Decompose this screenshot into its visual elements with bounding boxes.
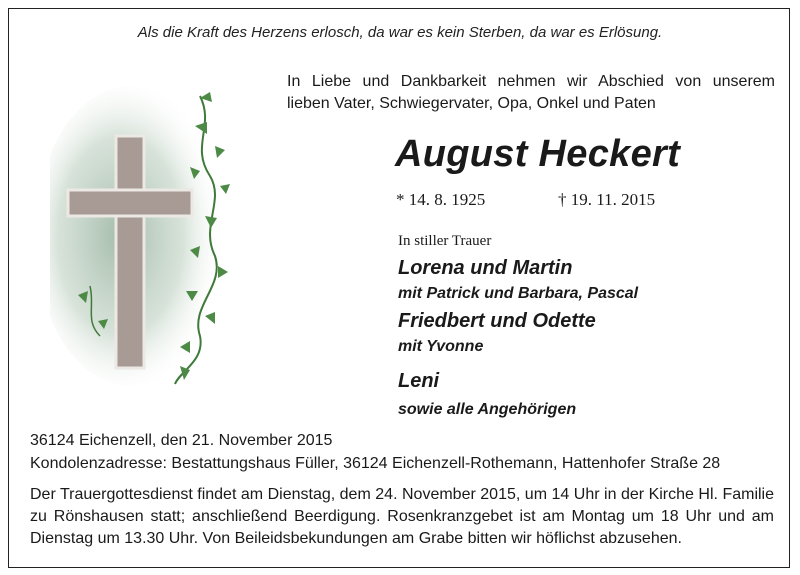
- mourning-intro: In stiller Trauer: [398, 233, 492, 249]
- deceased-name: August Heckert: [395, 133, 681, 175]
- family-2-members: mit Yvonne: [398, 338, 484, 355]
- cross-illustration: [50, 86, 240, 386]
- service-info: Der Trauergottesdienst findet am Dienstag, dem 24. November 2015, um 14 Uhr in der Kirche Hl. Familie zu Rönshausen statt; anschließend Beerdigung. Rosenkranzgebet ist am Montag um 18 Uhr und am Dienstag um 13.30 Uhr. Von Beileidsbekundungen am Grabe bitten wir höflichst abzusehen.: [30, 486, 774, 547]
- intro-line-2: lieben Vater, Schwiegervater, Opa, Onkel und Paten: [287, 95, 656, 112]
- motto-quote: Als die Kraft des Herzens erlosch, da war es kein Sterben, da war es Erlösung.: [137, 24, 663, 41]
- cross-icon: [50, 86, 240, 386]
- family-1-name: Lorena und Martin: [398, 257, 573, 279]
- other-relatives: sowie alle Angehörigen: [398, 401, 577, 418]
- family-1-members: mit Patrick und Barbara, Pascal: [398, 285, 639, 302]
- family-3-name: Leni: [398, 370, 440, 392]
- intro-text: [287, 71, 775, 115]
- death-date: † 19. 11. 2015: [558, 190, 656, 209]
- place-date: 36124 Eichenzell, den 21. November 2015: [30, 432, 333, 449]
- intro-line-1: In Liebe und Dankbarkeit nehmen wir Abschied von unserem: [287, 73, 775, 90]
- condolence-address: Kondolenzadresse: Bestattungshaus Füller, 36124 Eichenzell-Rothemann, Hattenhofer Straße 28: [30, 455, 721, 472]
- birth-date: * 14. 8. 1925: [396, 190, 486, 209]
- family-2-name: Friedbert und Odette: [398, 310, 596, 332]
